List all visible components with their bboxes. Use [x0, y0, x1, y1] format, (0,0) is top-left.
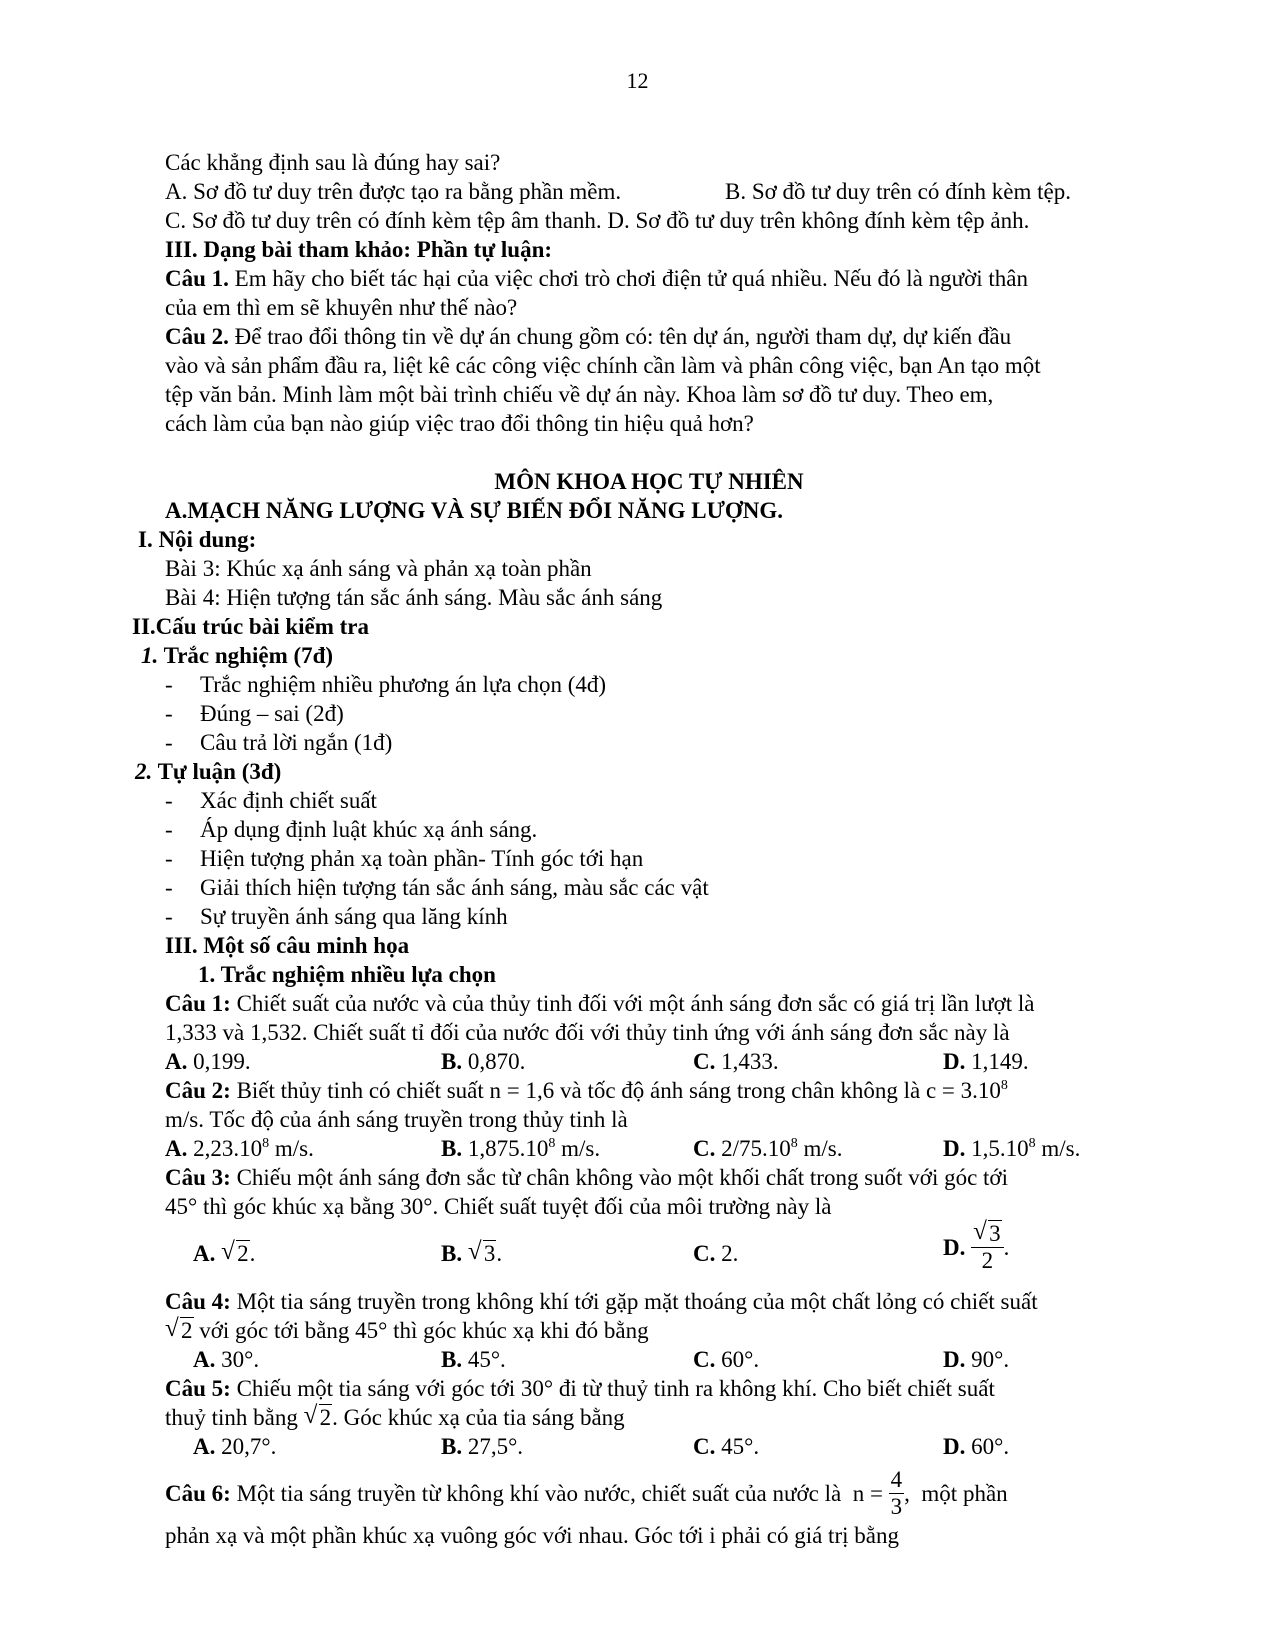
- option-text: 20,7°.: [215, 1434, 277, 1459]
- option-letter: A.: [165, 1049, 188, 1074]
- option-text: 60°.: [965, 1434, 1010, 1459]
- question-4-options: [165, 1345, 1133, 1374]
- question-label: Câu 1:: [165, 991, 231, 1016]
- sqrt-symbol: [221, 1239, 250, 1268]
- question-label: Câu 5:: [165, 1376, 231, 1401]
- strand-title: A.MẠCH NĂNG LƯỢNG VÀ SỰ BIẾN ĐỔI NĂNG LƯỢNG.: [165, 498, 784, 523]
- option-text: 60°.: [715, 1347, 760, 1372]
- question-6: [165, 1466, 1133, 1519]
- page-content: [132, 148, 1133, 1550]
- option-text: 90°.: [965, 1347, 1010, 1372]
- radicand: 2: [181, 1318, 193, 1343]
- mc-heading-text: Trắc nghiệm (7đ): [158, 643, 334, 668]
- essay-item: [165, 815, 1133, 844]
- radicand: 2: [319, 1405, 332, 1430]
- option-c: [693, 1239, 738, 1268]
- intro-option-a: A. Sơ đồ tư duy trên được tạo ra bằng phần mềm.: [165, 179, 622, 204]
- dot: .: [1003, 1235, 1010, 1260]
- option-c: [693, 1134, 843, 1163]
- examples-subheading: 1. Trắc nghiệm nhiều lựa chọn: [198, 962, 496, 987]
- option-letter: A.: [165, 1136, 188, 1161]
- question-text: Một tia sáng truyền trong không khí tới gặp mặt thoáng của một chất lỏng có chiết suất: [230, 1289, 1038, 1314]
- dash: -: [165, 846, 173, 871]
- option-a: [165, 1047, 251, 1076]
- mc-number: 1.: [141, 643, 159, 668]
- question-3-options: [165, 1221, 1133, 1281]
- dash: -: [165, 788, 173, 813]
- it-question-2-cont: cách làm của bạn nào giúp việc trao đổi thông tin hiệu quả hơn?: [165, 411, 754, 436]
- it-question-1: [165, 264, 1133, 293]
- sqrt-symbol: [165, 1316, 194, 1345]
- option-text: 0,870.: [462, 1049, 526, 1074]
- exponent: 8: [1000, 1078, 1008, 1093]
- item-text: Xác định chiết suất: [200, 788, 377, 813]
- radicand: 3: [483, 1241, 496, 1266]
- essay-item: [165, 902, 1133, 931]
- option-text: 30°.: [215, 1347, 260, 1372]
- mc-item: [165, 670, 1133, 699]
- radicand: 2: [237, 1241, 249, 1266]
- option-b: [441, 1345, 506, 1374]
- option-text: 45°.: [715, 1434, 760, 1459]
- intro-option-b: B. Sơ đồ tư duy trên có đính kèm tệp.: [725, 179, 1071, 204]
- exponent: 8: [790, 1136, 798, 1151]
- option-text: 1,433.: [715, 1049, 779, 1074]
- question-label: Câu 4:: [165, 1289, 231, 1314]
- option-text: 2,23.10: [187, 1136, 263, 1161]
- fraction: [889, 1467, 905, 1520]
- question-text: Chiết suất của nước và của thủy tinh đối với một ánh sáng đơn sắc có giá trị lần lượt là: [230, 991, 1035, 1016]
- question-label: Câu 1.: [165, 266, 229, 291]
- item-text: Đúng – sai (2đ): [200, 701, 344, 726]
- unit: m/s.: [269, 1136, 314, 1161]
- option-letter: A.: [193, 1434, 216, 1459]
- option-letter: C.: [693, 1347, 716, 1372]
- option-letter: B.: [441, 1136, 463, 1161]
- option-b: [441, 1432, 523, 1461]
- option-letter: C.: [693, 1136, 716, 1161]
- item-text: Câu trả lời ngắn (1đ): [200, 730, 393, 755]
- sqrt-symbol: [304, 1403, 333, 1432]
- option-d: [943, 1221, 1009, 1274]
- question-4-cont: [165, 1316, 1133, 1345]
- question-text: . Góc khúc xạ của tia sáng bằng: [332, 1405, 625, 1430]
- option-letter: D.: [943, 1136, 966, 1161]
- question-text: Một tia sáng truyền từ không khí vào nước, chiết suất của nước là n =: [230, 1480, 889, 1506]
- question-text: Chiếu một ánh sáng đơn sắc từ chân không vào một khối chất trong suốt với góc tới: [230, 1165, 1008, 1190]
- numerator: 4: [890, 1466, 903, 1492]
- mc-item: [165, 699, 1133, 728]
- structure-heading: II.Cấu trúc bài kiểm tra: [132, 614, 370, 639]
- option-letter: A.: [193, 1347, 216, 1372]
- item-text: Hiện tượng phản xạ toàn phần- Tính góc tới hạn: [200, 846, 644, 871]
- option-d: [943, 1345, 1009, 1374]
- dash: -: [165, 904, 173, 929]
- option-b: [441, 1134, 600, 1163]
- unit: m/s.: [797, 1136, 843, 1161]
- item-text: Trắc nghiệm nhiều phương án lựa chọn (4đ): [200, 672, 607, 697]
- option-text: 2/75.10: [715, 1136, 791, 1161]
- unit: m/s.: [555, 1136, 601, 1161]
- it-question-2: [165, 322, 1133, 351]
- exponent: 8: [262, 1136, 270, 1151]
- sqrt-symbol: [468, 1239, 497, 1268]
- option-letter: C.: [693, 1434, 716, 1459]
- question-text: Chiếu một tia sáng với góc tới 30° đi từ thuỷ tinh ra không khí. Cho biết chiết suất: [230, 1376, 995, 1401]
- content-heading: I. Nội dung:: [138, 527, 257, 552]
- option-letter: D.: [943, 1347, 966, 1372]
- option-letter: B.: [441, 1049, 463, 1074]
- essay-item: [165, 786, 1133, 815]
- question-label: Câu 2:: [165, 1078, 231, 1103]
- option-letter: C.: [693, 1241, 716, 1266]
- question-2-cont: m/s. Tốc độ của ánh sáng truyền trong thủy tinh là: [165, 1107, 628, 1132]
- option-letter: B.: [441, 1241, 463, 1266]
- item-text: Áp dụng định luật khúc xạ ánh sáng.: [200, 817, 538, 842]
- option-text: 2.: [715, 1241, 739, 1266]
- section-heading-essay: III. Dạng bài tham khảo: Phần tự luận:: [165, 237, 553, 262]
- it-question-2-cont: tệp văn bản. Minh làm một bài trình chiếu về dự án này. Khoa làm sơ đồ tư duy. Theo em,: [165, 382, 994, 407]
- option-text: 27,5°.: [462, 1434, 524, 1459]
- option-a: [165, 1134, 314, 1163]
- question-1-options: [165, 1047, 1133, 1076]
- question-label: Câu 2.: [165, 324, 229, 349]
- dash: -: [165, 817, 173, 842]
- dot: .: [249, 1241, 256, 1266]
- question-text: Để trao đổi thông tin về dự án chung gồm có: tên dự án, người tham dự, dự kiến đầu: [228, 324, 1012, 349]
- option-letter: D.: [943, 1235, 966, 1260]
- question-6-cont: phản xạ và một phần khúc xạ vuông góc với nhau. Góc tới i phải có giá trị bằng: [165, 1523, 899, 1548]
- option-text: 1,875.10: [462, 1136, 549, 1161]
- question-text: thuỷ tinh bằng: [165, 1405, 304, 1430]
- essay-heading-text: Tự luận (3đ): [152, 759, 282, 784]
- intro-question: Các khẳng định sau là đúng hay sai?: [165, 150, 501, 175]
- option-c: [693, 1345, 759, 1374]
- lesson-3: Bài 3: Khúc xạ ánh sáng và phản xạ toàn phần: [165, 556, 592, 581]
- option-b: [441, 1047, 525, 1076]
- denominator: 3: [890, 1493, 903, 1519]
- option-text: 0,199.: [187, 1049, 251, 1074]
- question-text: Em hãy cho biết tác hại của việc chơi trò chơi điện tử quá nhiều. Nếu đó là người thân: [228, 266, 1028, 291]
- dot: .: [496, 1241, 503, 1266]
- question-5: [165, 1374, 1133, 1403]
- radicand: 3: [989, 1221, 1001, 1246]
- question-3-cont: 45° thì góc khúc xạ bằng 30°. Chiết suất tuyệt đối của môi trường này là: [165, 1194, 832, 1219]
- option-letter: B.: [441, 1347, 463, 1372]
- option-c: [693, 1047, 779, 1076]
- essay-item: [165, 844, 1133, 873]
- option-letter: A.: [193, 1241, 216, 1266]
- exponent: 8: [548, 1136, 556, 1151]
- question-2-options: [165, 1134, 1133, 1163]
- question-label: Câu 3:: [165, 1165, 231, 1190]
- option-a: [193, 1239, 255, 1268]
- mc-item: [165, 728, 1133, 757]
- essay-heading: [135, 757, 1133, 786]
- it-question-2-cont: vào và sản phẩm đầu ra, liệt kê các công việc chính cần làm và phân công việc, bạn An tạo một: [165, 353, 1041, 378]
- option-text: 1,149.: [965, 1049, 1029, 1074]
- question-2: [165, 1076, 1133, 1105]
- question-1: [165, 989, 1133, 1018]
- option-letter: C.: [693, 1049, 716, 1074]
- option-b: [441, 1239, 502, 1268]
- option-text: 45°.: [462, 1347, 506, 1372]
- unit: m/s.: [1035, 1136, 1081, 1161]
- option-d: [943, 1432, 1009, 1461]
- question-label: Câu 6:: [165, 1480, 231, 1506]
- dash: -: [165, 701, 173, 726]
- examples-heading: III. Một số câu minh họa: [165, 933, 410, 958]
- item-text: Giải thích hiện tượng tán sắc ánh sáng, màu sắc các vật: [200, 875, 709, 900]
- option-d: [943, 1134, 1080, 1163]
- dash: -: [165, 875, 173, 900]
- option-c: [693, 1432, 759, 1461]
- option-a: [193, 1345, 259, 1374]
- page-number: 12: [626, 68, 649, 93]
- question-4: [165, 1287, 1133, 1316]
- option-text: 1,5.10: [965, 1136, 1029, 1161]
- intro-options-ab: [165, 177, 1133, 206]
- question-1-cont: 1,333 và 1,532. Chiết suất tỉ đối của nước đối với thủy tinh ứng với ánh sáng đơn sắc này là: [165, 1020, 1010, 1045]
- fraction: [971, 1221, 1004, 1274]
- intro-options-cd: C. Sơ đồ tư duy trên có đính kèm tệp âm thanh. D. Sơ đồ tư duy trên không đính kèm tệp ảnh.: [165, 208, 1030, 233]
- question-text: , một phần: [904, 1480, 1008, 1506]
- dash: -: [165, 672, 173, 697]
- question-5-options: [165, 1432, 1133, 1461]
- sqrt-symbol: [973, 1221, 1002, 1247]
- option-letter: D.: [943, 1434, 966, 1459]
- question-text: Biết thủy tinh có chiết suất n = 1,6 và tốc độ ánh sáng trong chân không là c = 3.10: [230, 1078, 1001, 1103]
- item-text: Sự truyền ánh sáng qua lăng kính: [200, 904, 508, 929]
- option-d: [943, 1047, 1029, 1076]
- option-letter: D.: [943, 1049, 966, 1074]
- option-letter: B.: [441, 1434, 463, 1459]
- exponent: 8: [1028, 1136, 1036, 1151]
- lesson-4: Bài 4: Hiện tượng tán sắc ánh sáng. Màu sắc ánh sáng: [165, 585, 663, 610]
- it-question-1-cont: của em thì em sẽ khuyên như thế nào?: [165, 295, 518, 320]
- question-3: [165, 1163, 1133, 1192]
- subject-title: MÔN KHOA HỌC TỰ NHIÊN: [494, 469, 804, 494]
- question-5-cont: [165, 1403, 1133, 1432]
- essay-item: [165, 873, 1133, 902]
- option-a: [193, 1432, 276, 1461]
- question-text: với góc tới bằng 45° thì góc khúc xạ khi đó bằng: [193, 1318, 649, 1343]
- essay-number: 2.: [135, 759, 153, 784]
- denominator: 2: [981, 1248, 994, 1273]
- dash: -: [165, 730, 173, 755]
- mc-heading: [141, 641, 1133, 670]
